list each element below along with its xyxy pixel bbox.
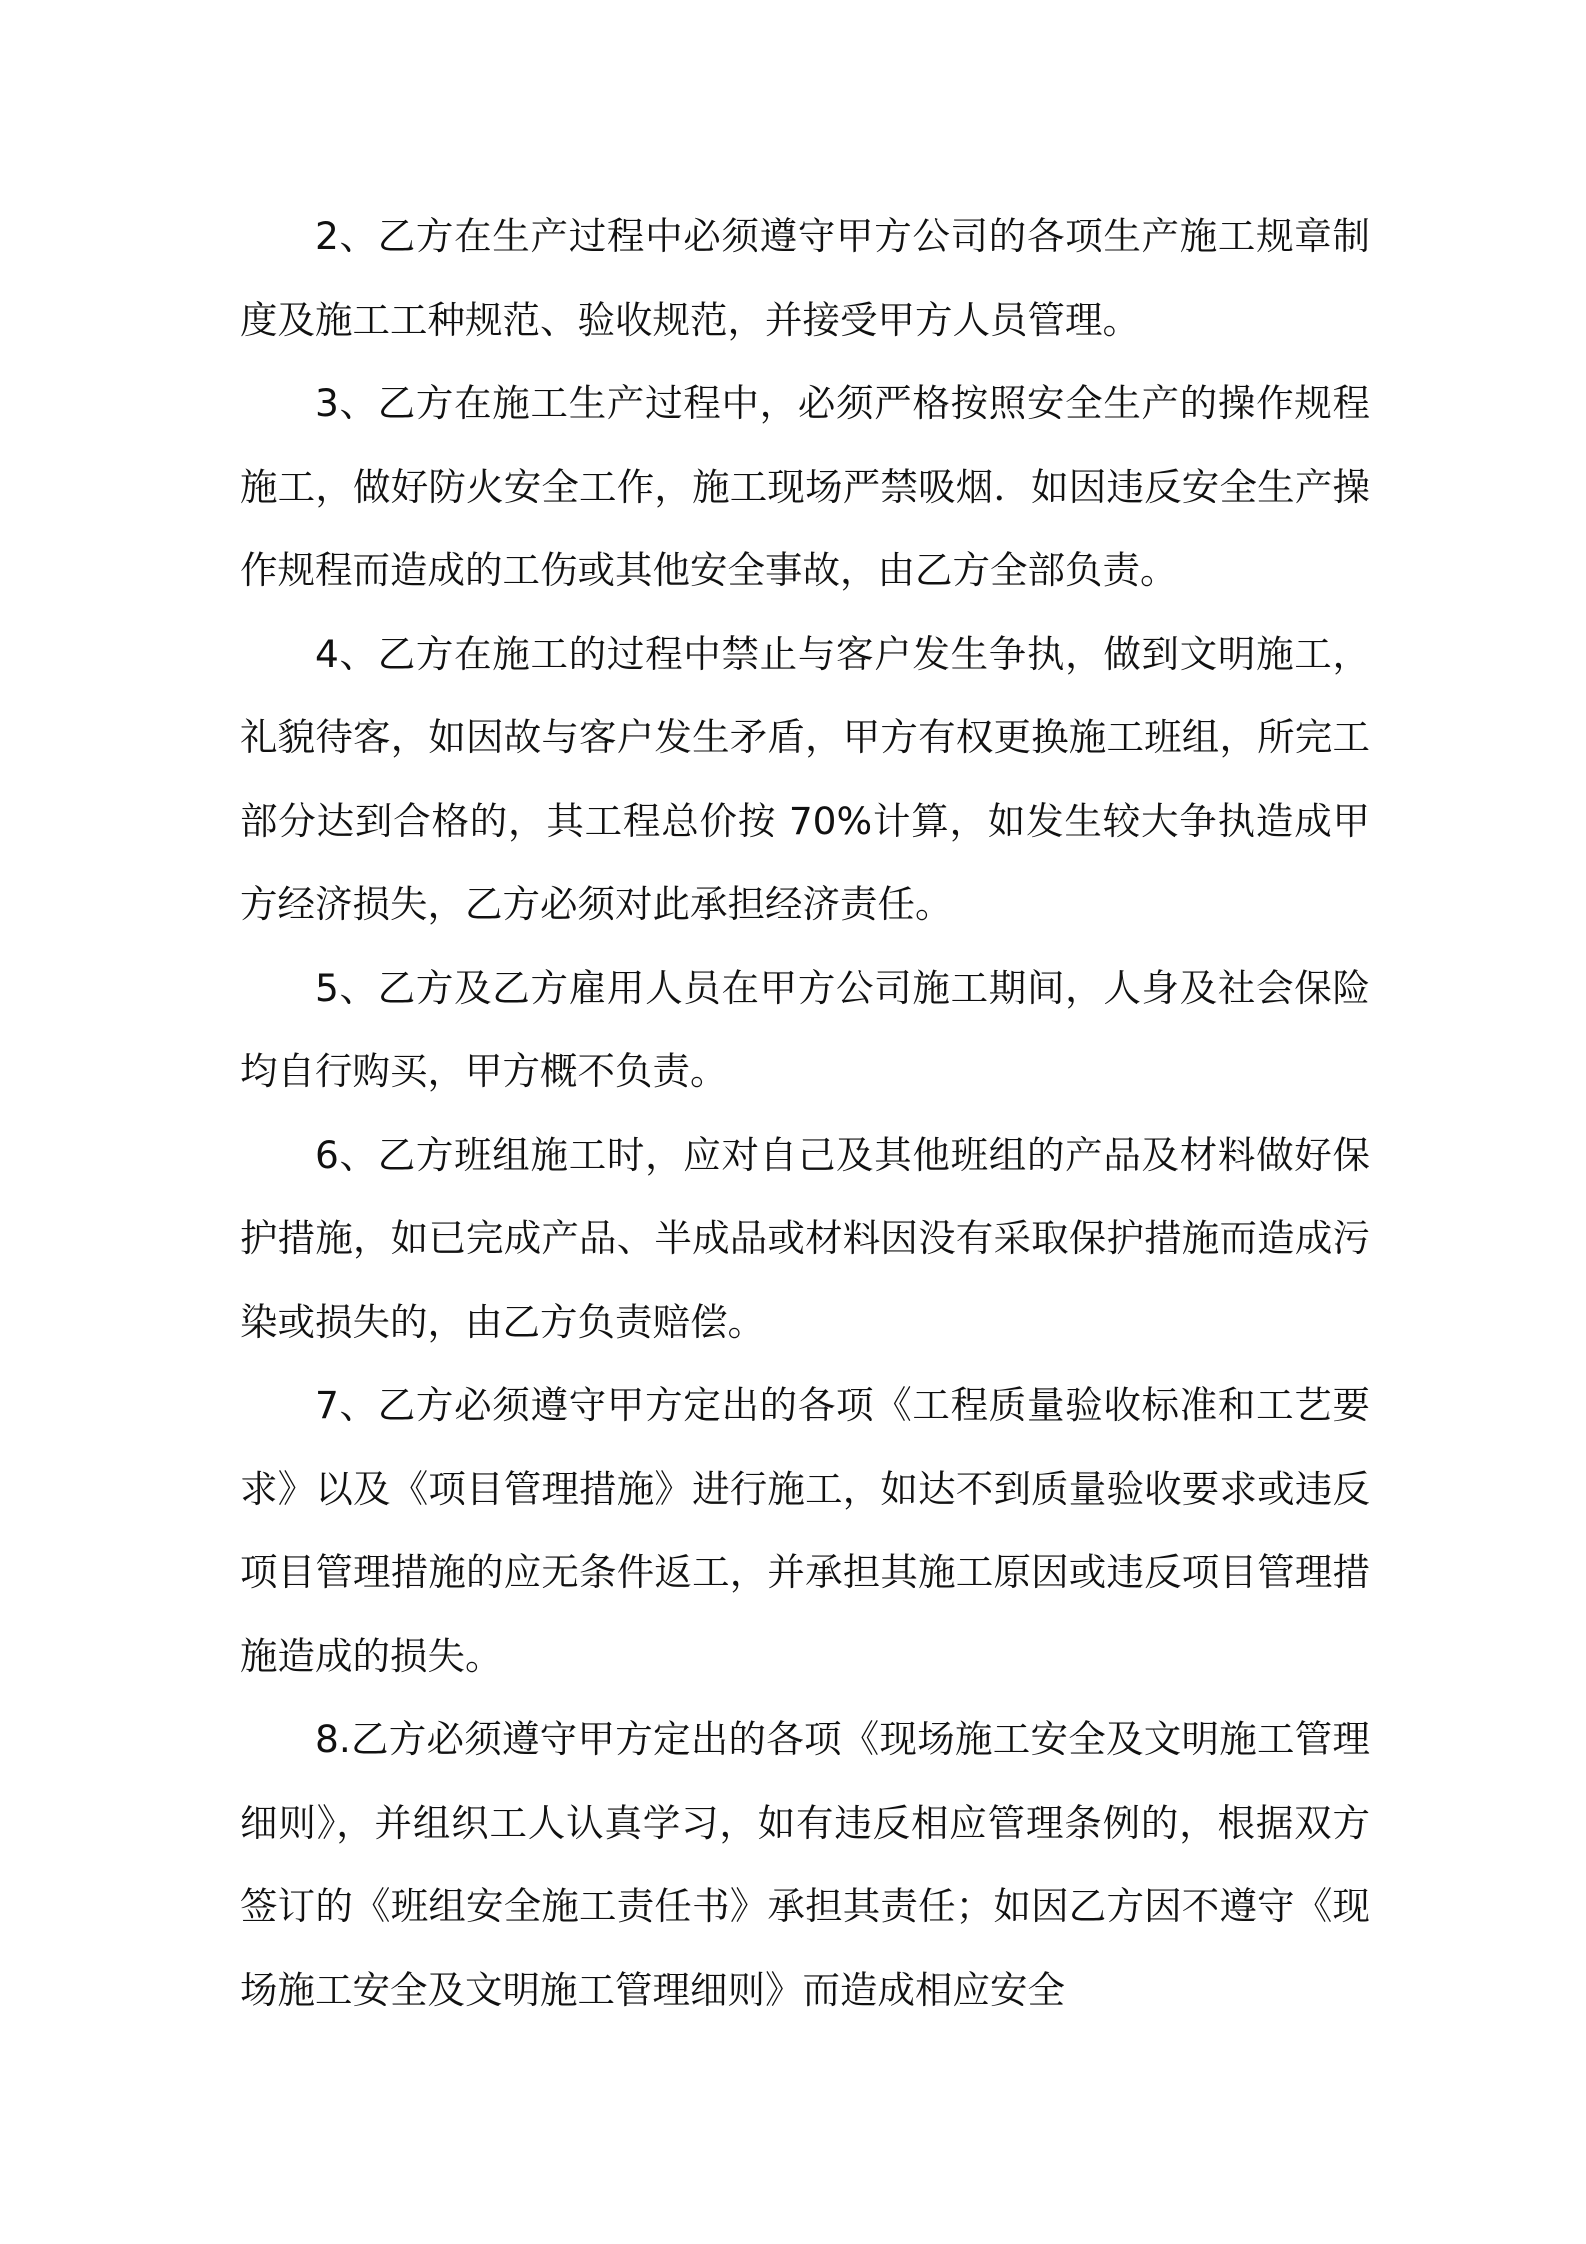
clause-8: 8.乙方必须遵守甲方定出的各项《现场施工安全及文明施工管理细则》，并组织工人认真学习，如有违反相应管理条例的，根据双方签订的《班组安全施工责任书》承担其责任；如因乙方因不遵守《现场施工安全及文明施工管理细则》而造成相应安全 xyxy=(240,1717,1370,2012)
clause-3: 3、乙方在施工生产过程中，必须严格按照安全生产的操作规程施工，做好防火安全工作，施工现场严禁吸烟．如因违反安全生产操作规程而造成的工伤或其他安全事故，由乙方全部负责。 xyxy=(240,381,1370,592)
document-body xyxy=(240,195,1370,2032)
clause-2: 2、乙方在生产过程中必须遵守甲方公司的各项生产施工规章制度及施工工种规范、验收规范，并接受甲方人员管理。 xyxy=(240,214,1370,342)
clause-7: 7、乙方必须遵守甲方定出的各项《工程质量验收标准和工艺要求》以及《项目管理措施》进行施工，如达不到质量验收要求或违反项目管理措施的应无条件返工，并承担其施工原因或违反项目管理措施造成的损失。 xyxy=(240,1383,1370,1678)
clause-6: 6、乙方班组施工时，应对自己及其他班组的产品及材料做好保护措施，如已完成产品、半成品或材料因没有采取保护措施而造成污染或损失的，由乙方负责赔偿。 xyxy=(240,1132,1370,1344)
clause-5: 5、乙方及乙方雇用人员在甲方公司施工期间，人身及社会保险均自行购买，甲方概不负责。 xyxy=(240,965,1370,1093)
clause-4: 4、乙方在施工的过程中禁止与客户发生争执，做到文明施工，礼貌待客，如因故与客户发生矛盾，甲方有权更换施工班组，所完工部分达到合格的，其工程总价按 70%计算，如发生较大争执造成甲方经济损失，乙方必须对此承担经济责任。 xyxy=(240,631,1370,926)
